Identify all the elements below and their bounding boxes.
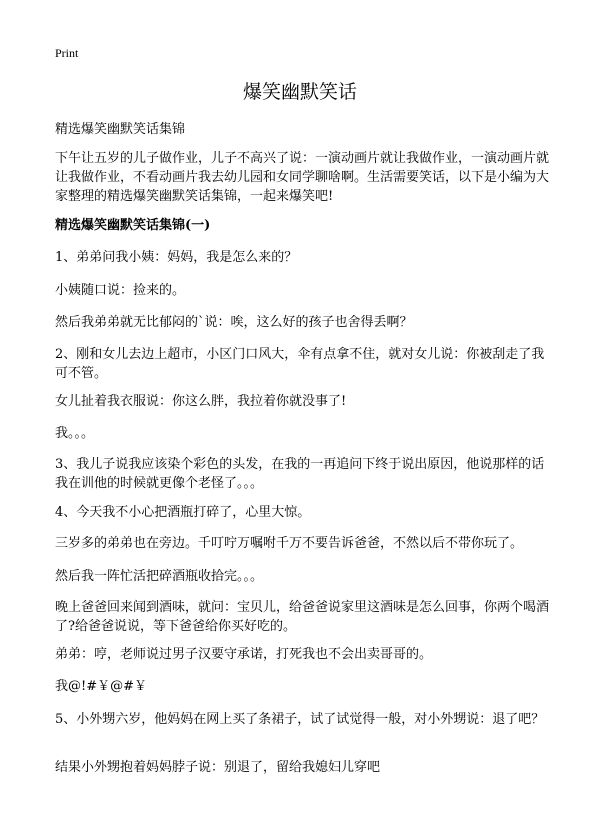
joke-paragraph: 然后我一阵忙活把碎酒瓶收拾完。。。	[55, 569, 264, 584]
joke-paragraph: 2、刚和女儿去边上超市，小区门口风大，伞有点拿不住，就对女儿说：你被刮走了我可不管。	[55, 347, 545, 381]
joke-paragraph: 1、弟弟问我小姨：妈妈，我是怎么来的？	[55, 250, 298, 265]
joke-paragraph: 小姨随口说：捡来的。	[55, 283, 186, 298]
joke-paragraph: 3、我儿子说我应该染个彩色的头发，在我的一再追问下终于说出原因，他说那样的话我在训他的时候就更像个老怪了。。。	[55, 457, 545, 491]
joke-paragraph: 女儿扯着我衣服说：你这么胖，我拉着你就没事了!	[55, 394, 347, 409]
joke-paragraph: 5、小外甥六岁，他妈妈在网上买了条裙子，试了试觉得一般，对小外甥说：退了吧？	[55, 712, 545, 727]
joke-paragraph: 晚上爸爸回来闻到酒味，就问：宝贝儿，给爸爸说家里这酒味是怎么回事，你两个喝酒了?给爸爸说说，等下爸爸给你买好吃的。	[55, 600, 550, 634]
joke-paragraph: 弟弟：哼，老师说过男子汉要守承诺，打死我也不会出卖哥哥的。	[55, 647, 433, 662]
page-title: 爆笑幽默笑话	[242, 81, 357, 103]
joke-paragraph: 我@!#￥@#￥	[55, 679, 148, 694]
section-heading: 精选爆笑幽默笑话集锦(一)	[55, 218, 211, 233]
print-link[interactable]: Print	[55, 46, 79, 60]
page-subtitle: 精选爆笑幽默笑话集锦	[55, 122, 186, 137]
joke-paragraph: 三岁多的弟弟也在旁边。千叮咛万嘱咐千万不要告诉爸爸，不然以后不带你玩了。	[55, 536, 524, 551]
intro-paragraph: 下午让五岁的儿子做作业，儿子不高兴了说：一演动画片就让我做作业，一演动画片就让我做作业，不看动画片我去幼儿园和女同学聊啥啊。生活需要笑话，以下是小编为大家整理的精选爆笑幽默笑话集锦，一起来爆笑吧!	[55, 151, 550, 204]
joke-paragraph: 我。。。	[55, 426, 95, 441]
joke-paragraph: 结果小外甥抱着妈妈脖子说：别退了，留给我媳妇儿穿吧	[55, 760, 381, 775]
joke-paragraph: 4、今天我不小心把酒瓶打碎了，心里大惊。	[55, 505, 311, 520]
joke-paragraph: 然后我弟弟就无比郁闷的`说：唉，这么好的孩子也舍得丢啊？	[55, 315, 413, 330]
